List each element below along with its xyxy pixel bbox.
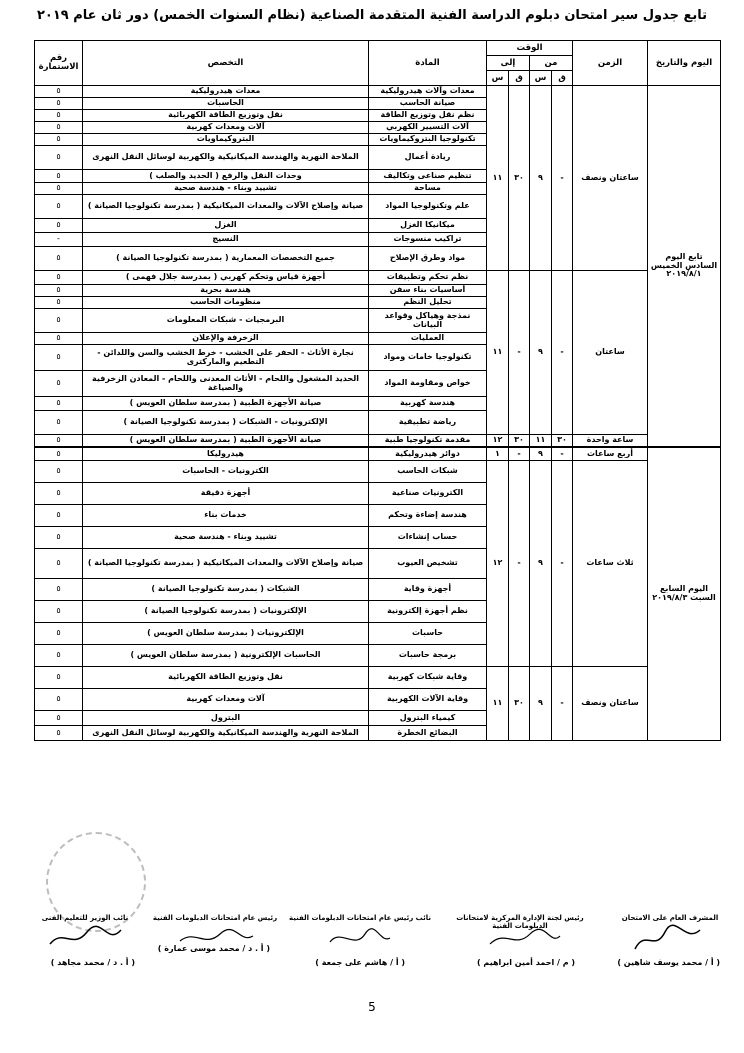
form-number-cell: ٥ (35, 134, 83, 146)
to-minutes-cell: ٣٠ (509, 435, 530, 447)
subject-cell: صيانة الحاسب (369, 98, 487, 110)
to-hour-cell: ١ (487, 447, 509, 461)
to-minutes-cell: ٣٠ (509, 86, 530, 271)
from-hour-cell: ٩ (530, 271, 552, 435)
to-minutes-cell: - (509, 461, 530, 667)
form-number-cell: ٥ (35, 461, 83, 483)
subject-cell: حساب إنشاءات (369, 527, 487, 549)
subject-cell: مساحة (369, 183, 487, 195)
form-number-cell: ٥ (35, 122, 83, 134)
signature-vice-head (285, 914, 435, 967)
subject-cell: مقدمة تكنولوجيا طبية (369, 435, 487, 447)
from-minutes-cell: - (552, 667, 573, 741)
to-hour-cell: ١١ (487, 667, 509, 741)
form-number-cell: ٥ (35, 98, 83, 110)
subject-cell: شبكات الحاسب (369, 461, 487, 483)
signature-deputy-minister (30, 914, 140, 967)
subject-cell: الكترونيات صناعية (369, 483, 487, 505)
form-number-cell: - (35, 233, 83, 247)
header-duration: الزمن (573, 41, 648, 86)
specialization-cell: وحدات النقل والرفع ( الحديد والصلب ) (83, 170, 369, 183)
specialization-cell: هيدروليكا (83, 447, 369, 461)
subject-cell: هندسة إضاءة وتحكم (369, 505, 487, 527)
specialization-cell: صيانة الأجهزة الطبية ( بمدرسة سلطان العويس ) (83, 397, 369, 411)
specialization-cell: الشبكات ( بمدرسة تكنولوجيا الصيانة ) (83, 579, 369, 601)
form-number-cell: ٥ (35, 397, 83, 411)
subject-cell: علم وتكنولوجيا المواد (369, 195, 487, 219)
specialization-cell: نجارة الأثاث - الحفر على الخشب - خرط الخشب والسن واللدائن - التطعيم والماركترى (83, 345, 369, 371)
subject-cell: كيمياء البترول (369, 711, 487, 726)
to-minutes-cell: - (509, 447, 530, 461)
duration-cell: ساعتان (573, 271, 648, 435)
specialization-cell: صيانة الأجهزة الطبية ( بمدرسة سلطان العويس ) (83, 435, 369, 447)
form-number-cell: ٥ (35, 689, 83, 711)
specialization-cell: منظومات الحاسب (83, 297, 369, 309)
subject-cell: دوائر هيدروليكية (369, 447, 487, 461)
table-row (35, 447, 721, 461)
header-to-q: ق (509, 71, 530, 86)
to-hour-cell: ١١ (487, 86, 509, 271)
to-minutes-cell: ٣٠ (509, 667, 530, 741)
schedule-table (34, 40, 721, 741)
form-number-cell: ٥ (35, 711, 83, 726)
specialization-cell: الإلكترونيات - الشبكات ( بمدرسة تكنولوجيا الصيانة ) (83, 411, 369, 435)
form-number-cell: ٥ (35, 579, 83, 601)
form-number-cell: ٥ (35, 527, 83, 549)
handwritten-signature-icon (45, 924, 125, 952)
form-number-cell: ٥ (35, 297, 83, 309)
specialization-cell: خدمات بناء (83, 505, 369, 527)
from-hour-cell: ٩ (530, 86, 552, 271)
form-number-cell: ٥ (35, 667, 83, 689)
specialization-cell: جميع التخصصات المعمارية ( بمدرسة تكنولوجيا الصيانة ) (83, 247, 369, 271)
form-number-cell: ٥ (35, 726, 83, 741)
from-hour-cell: ١١ (530, 435, 552, 447)
specialization-cell: الإلكترونيات ( بمدرسة سلطان العويس ) (83, 623, 369, 645)
specialization-cell: هندسة بحرية (83, 285, 369, 297)
specialization-cell: البرمجيات - شبكات المعلومات (83, 309, 369, 333)
specialization-cell: آلات ومعدات كهربية (83, 689, 369, 711)
signature-role: رئيس عام امتحانات الدبلومات الفنية (152, 914, 278, 922)
form-number-cell: ٥ (35, 505, 83, 527)
header-time: الوقت (487, 41, 573, 56)
signature-name: ( أ . د / محمد مجاهد ) (50, 958, 135, 967)
specialization-cell: البترول (83, 711, 369, 726)
specialization-cell: الإلكترونيات ( بمدرسة تكنولوجيا الصيانة ) (83, 601, 369, 623)
form-number-cell: ٥ (35, 601, 83, 623)
subject-cell: معدات وآلات هيدروليكية (369, 86, 487, 98)
form-number-cell: ٥ (35, 435, 83, 447)
duration-cell: ساعتان ونصف (573, 86, 648, 271)
form-number-cell: ٥ (35, 483, 83, 505)
signature-role: رئيس لجنة الإدارة المركزية لامتحانات الدبلومات الفنية (456, 914, 584, 930)
duration-cell: ساعتان ونصف (573, 667, 648, 741)
handwritten-signature-icon (485, 924, 565, 954)
to-hour-cell: ١٢ (487, 435, 509, 447)
subject-cell: أجهزة وقاية (369, 579, 487, 601)
subject-cell: آلات التسيير الكهربي (369, 122, 487, 134)
table-row (35, 667, 721, 689)
subject-cell: تكنولوجيا البتروكيماويات (369, 134, 487, 146)
to-hour-cell: ١٢ (487, 461, 509, 667)
specialization-cell: الملاحة النهرية والهندسة الميكانيكية والكهربية لوسائل النقل النهرى (83, 726, 369, 741)
handwritten-signature-icon (630, 924, 710, 954)
specialization-cell: آلات ومعدات كهربية (83, 122, 369, 134)
form-number-cell: ٥ (35, 247, 83, 271)
signature-name: ( أ . د / محمد موسى عمارة ) (157, 944, 270, 953)
subject-cell: نظم نقل وتوزيع الطاقة (369, 110, 487, 122)
form-number-cell: ٥ (35, 271, 83, 285)
subject-cell: هندسة كهربية (369, 397, 487, 411)
subject-cell: نظم تحكم وتطبيقات (369, 271, 487, 285)
subject-cell: وقاية الآلات الكهربية (369, 689, 487, 711)
form-number-cell: ٥ (35, 345, 83, 371)
header-to-s: س (487, 71, 509, 86)
form-number-cell: ٥ (35, 219, 83, 233)
form-number-cell: ٥ (35, 309, 83, 333)
header-from-q: ق (552, 71, 573, 86)
subject-cell: ريادة أعمال (369, 146, 487, 170)
from-minutes-cell: - (552, 271, 573, 435)
specialization-cell: أجهزة دقيقة (83, 483, 369, 505)
duration-cell: ثلاث ساعات (573, 461, 648, 667)
signature-role: نائب رئيس عام امتحانات الدبلومات الفنية (289, 914, 431, 922)
subject-cell: برمجة حاسبات (369, 645, 487, 667)
subject-cell: وقاية شبكات كهربية (369, 667, 487, 689)
header-specialization: التخصص (83, 41, 369, 86)
from-minutes-cell: - (552, 461, 573, 667)
signature-head (150, 914, 280, 953)
subject-cell: العمليات (369, 333, 487, 345)
specialization-cell: الحاسبات الإلكترونية ( بمدرسة سلطان العويس ) (83, 645, 369, 667)
form-number-cell: ٥ (35, 110, 83, 122)
subject-cell: خواص ومقاومة المواد (369, 371, 487, 397)
from-hour-cell: ٩ (530, 461, 552, 667)
specialization-cell: تشييد وبناء - هندسة صحية (83, 527, 369, 549)
table-row (35, 86, 721, 98)
header-form-no: رقم الاستمارة (35, 41, 83, 86)
subject-cell: مواد وطرق الإصلاح (369, 247, 487, 271)
signature-role: المشرف العام على الامتحان (621, 914, 719, 922)
subject-cell: حاسبات (369, 623, 487, 645)
form-number-cell: ٥ (35, 333, 83, 345)
specialization-cell: النسيج (83, 233, 369, 247)
signature-name: ( م / احمد أمين ابراهيم ) (476, 958, 575, 967)
from-minutes-cell: - (552, 86, 573, 271)
specialization-cell: الحاسبات (83, 98, 369, 110)
from-minutes-cell: ٣٠ (552, 435, 573, 447)
signature-role: نائب الوزير للتعليم الفنى (41, 914, 129, 922)
form-number-cell: ٥ (35, 549, 83, 579)
specialization-cell: تشييد وبناء - هندسة صحية (83, 183, 369, 195)
subject-cell: ميكانيكا الغزل (369, 219, 487, 233)
subject-cell: أساسيات بناء سفن (369, 285, 487, 297)
duration-cell: أربع ساعات (573, 447, 648, 461)
header-from: من (530, 56, 573, 71)
signature-supervisor (610, 914, 730, 967)
to-hour-cell: ١١ (487, 271, 509, 435)
form-number-cell: ٥ (35, 86, 83, 98)
subject-cell: نمذجة وهياكل وقواعد البيانات (369, 309, 487, 333)
specialization-cell: البتروكيماويات (83, 134, 369, 146)
subject-cell: تنظيم صناعى وتكاليف (369, 170, 487, 183)
specialization-cell: الزخرفة والإعلان (83, 333, 369, 345)
form-number-cell: ٥ (35, 285, 83, 297)
subject-cell: البضائع الخطرة (369, 726, 487, 741)
table-row (35, 271, 721, 285)
specialization-cell: معدات هيدروليكية (83, 86, 369, 98)
specialization-cell: نقل وتوزيع الطاقة الكهربائية (83, 667, 369, 689)
specialization-cell: أجهزة قياس وتحكم كهربي ( بمدرسة جلال فهمى ) (83, 271, 369, 285)
form-number-cell: ٥ (35, 411, 83, 435)
signature-central-committee (445, 914, 595, 967)
to-minutes-cell: - (509, 271, 530, 435)
handwritten-signature-icon (325, 924, 395, 954)
signatures-area (20, 912, 730, 992)
signature-name: ( أ / هاشم على جمعة ) (315, 958, 405, 967)
from-hour-cell: ٩ (530, 447, 552, 461)
from-minutes-cell: - (552, 447, 573, 461)
specialization-cell: نقل وتوزيع الطاقة الكهربائية (83, 110, 369, 122)
specialization-cell: صيانة وإصلاح الآلات والمعدات الميكانيكية ( بمدرسة تكنولوجيا الصيانة ) (83, 549, 369, 579)
specialization-cell: صيانة وإصلاح الآلات والمعدات الميكانيكية ( بمدرسة تكنولوجيا الصيانة ) (83, 195, 369, 219)
table-row (35, 461, 721, 483)
subject-cell: نظم أجهزة إلكترونية (369, 601, 487, 623)
page-number: 5 (368, 1000, 376, 1014)
form-number-cell: ٥ (35, 371, 83, 397)
form-number-cell: ٥ (35, 645, 83, 667)
header-to: إلى (487, 56, 530, 71)
page-title: تابع جدول سير امتحان دبلوم الدراسة الفنية المتقدمة الصناعية (نظام السنوات الخمس) دور ثان عام ٢٠١٩ (36, 8, 708, 23)
from-hour-cell: ٩ (530, 667, 552, 741)
form-number-cell: ٥ (35, 183, 83, 195)
table-row (35, 435, 721, 447)
subject-cell: تكنولوجيا خامات ومواد (369, 345, 487, 371)
subject-cell: تراكيب منسوجات (369, 233, 487, 247)
form-number-cell: ٥ (35, 170, 83, 183)
subject-cell: تحليل النظم (369, 297, 487, 309)
day-cell: اليوم السابع السبت ٢٠١٩/٨/٣ (648, 447, 721, 741)
specialization-cell: الحديد المشغول واللحام - الأثاث المعدنى واللحام - المعادن الزخرفية والصياغة (83, 371, 369, 397)
header-subject: المادة (369, 41, 487, 86)
specialization-cell: الملاحة النهرية والهندسة الميكانيكية والكهربية لوسائل النقل النهرى (83, 146, 369, 170)
form-number-cell: ٥ (35, 623, 83, 645)
header-day: اليوم والتاريخ (648, 41, 721, 86)
day-cell: تابع اليوم السادس الخميس ٢٠١٩/٨/١ (648, 86, 721, 447)
specialization-cell: الغزل (83, 219, 369, 233)
subject-cell: رياضة تطبيقية (369, 411, 487, 435)
subject-cell: تشخيص العيوب (369, 549, 487, 579)
signature-name: ( أ / محمد يوسف شاهين ) (617, 958, 720, 967)
specialization-cell: الكترونيات - الحاسبات (83, 461, 369, 483)
form-number-cell: ٥ (35, 146, 83, 170)
form-number-cell: ٥ (35, 195, 83, 219)
duration-cell: ساعة واحدة (573, 435, 648, 447)
header-from-s: س (530, 71, 552, 86)
form-number-cell: ٥ (35, 447, 83, 461)
